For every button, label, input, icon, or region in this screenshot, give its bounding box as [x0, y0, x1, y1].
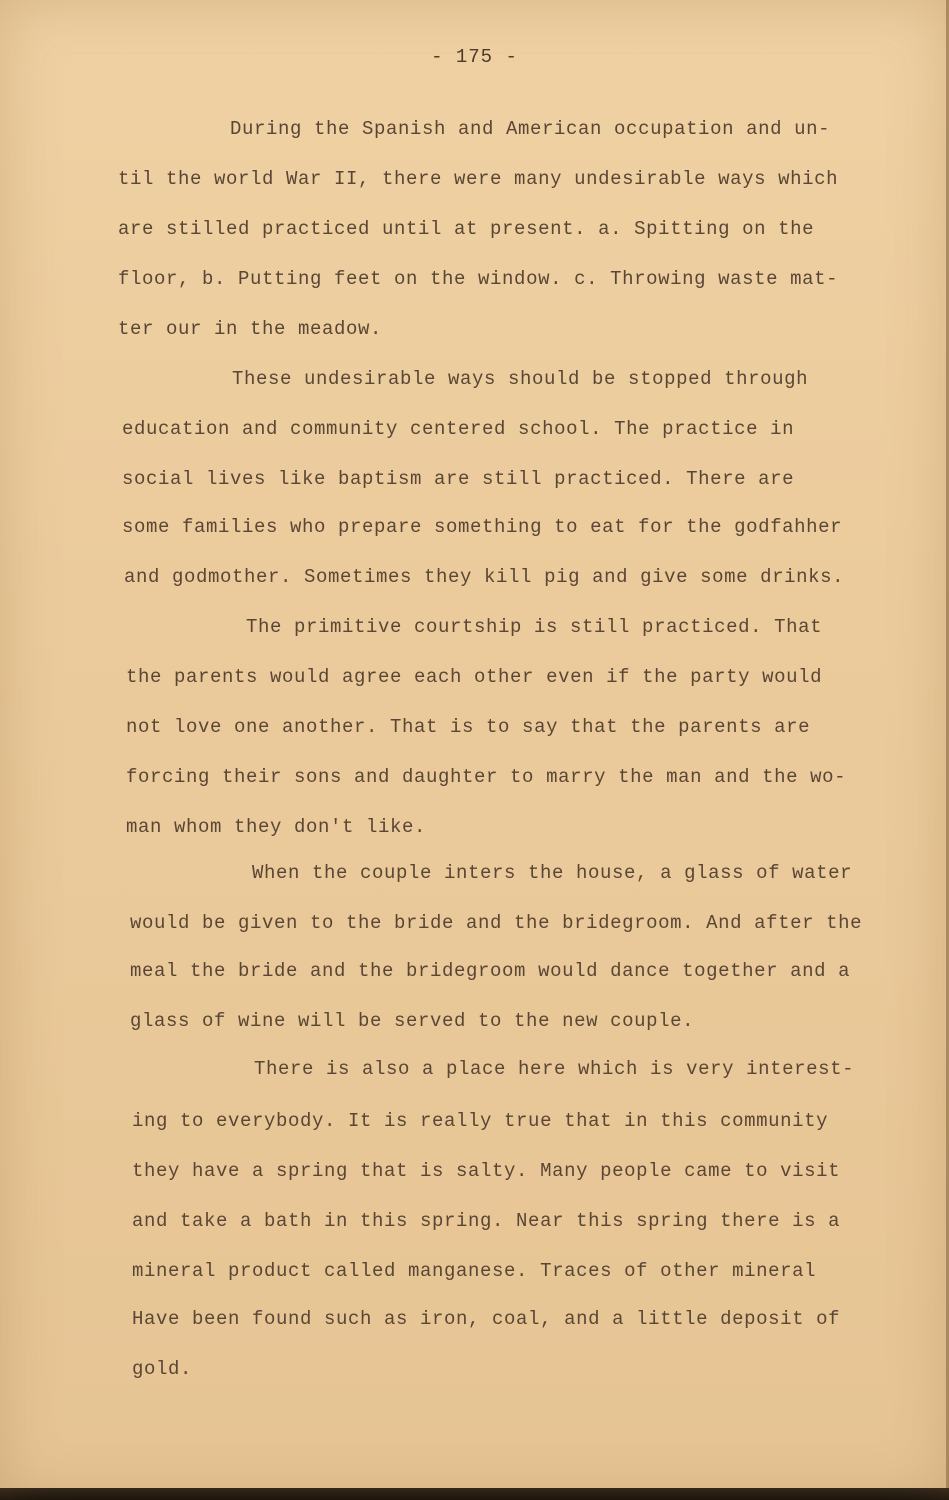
text-line: These undesirable ways should be stopped through: [232, 368, 809, 390]
text-line: Have been found such as iron, coal, and a little deposit of: [132, 1308, 841, 1330]
text-line: During the Spanish and American occupation and un-: [230, 118, 831, 140]
text-line: are stilled practiced until at present. a. Spitting on the: [118, 218, 815, 240]
text-line: social lives like baptism are still practiced. There are: [122, 468, 795, 490]
text-line: education and community centered school. The practice in: [122, 418, 795, 440]
text-line: and take a bath in this spring. Near this spring there is a: [132, 1210, 841, 1232]
text-line: some families who prepare something to eat for the godfahher: [122, 516, 843, 538]
text-line: the parents would agree each other even if the party would: [126, 666, 823, 688]
text-line: man whom they don't like.: [126, 816, 427, 838]
text-line: There is also a place here which is very interest-: [254, 1058, 855, 1080]
page-number: - 175 -: [431, 46, 518, 68]
text-line: mineral product called manganese. Traces of other mineral: [132, 1260, 817, 1282]
text-line: When the couple inters the house, a glass of water: [252, 862, 853, 884]
text-line: The primitive courtship is still practiced. That: [246, 616, 823, 638]
text-line: ing to everybody. It is really true that in this community: [132, 1110, 829, 1132]
text-line: not love one another. That is to say that the parents are: [126, 716, 811, 738]
text-line: glass of wine will be served to the new couple.: [130, 1010, 695, 1032]
text-line: would be given to the bride and the bridegroom. And after the: [130, 912, 863, 934]
text-line: floor, b. Putting feet on the window. c. Throwing waste mat-: [118, 268, 839, 290]
text-line: til the world War II, there were many undesirable ways which: [118, 168, 839, 190]
text-line: meal the bride and the bridegroom would dance together and a: [130, 960, 851, 982]
text-line: and godmother. Sometimes they kill pig and give some drinks.: [124, 566, 845, 588]
page-bottom-edge: [0, 1488, 949, 1500]
text-line: forcing their sons and daughter to marry the man and the wo-: [126, 766, 847, 788]
text-line: they have a spring that is salty. Many people came to visit: [132, 1160, 841, 1182]
text-line: gold.: [132, 1358, 193, 1380]
text-line: ter our in the meadow.: [118, 318, 383, 340]
